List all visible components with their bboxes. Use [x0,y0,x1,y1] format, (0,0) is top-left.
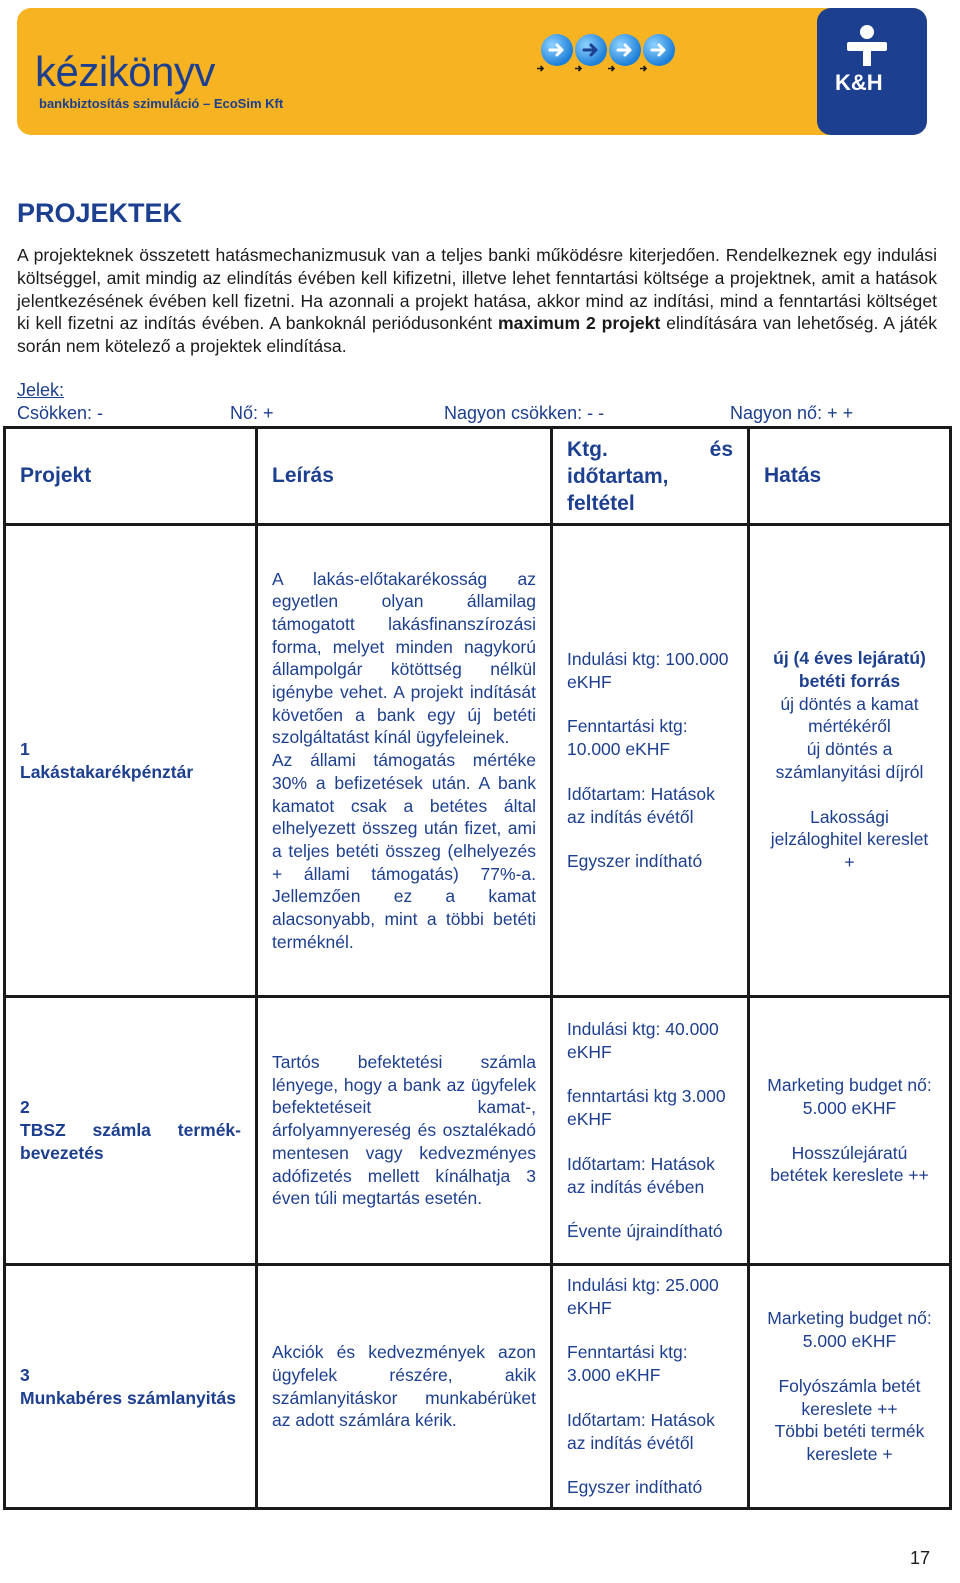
description-text: Az állami támogatás mértéke 30% a befizetések után. A bank kamatot csak a betétes által elhelyezett összeg után fizet, ami a teljes betéti összeg (elhelyezés + állami támogatás) 77%-a. Jellemzően ez a kamat alacsonyabb, mint a többi betéti terméknél. [272,750,536,952]
project-name: Munkabéres számlanyitás [20,1387,236,1408]
section-title: PROJEKTEK [17,198,183,228]
project-cell [5,1265,257,1509]
cost-condition: Egyszer indítható [567,1477,703,1498]
bullet-arrow-icon [607,64,616,73]
project-name: Lakástakarékpénztár [20,761,194,782]
description-cell [257,1265,552,1509]
effect-item: Marketing budget nő: 5.000 eKHF [767,1308,932,1352]
arrow-right-icon[interactable] [541,34,573,66]
description-text: A lakás-előtakarékosság az egyetlen olyan államilag támogatott lakásfinanszírozási forma, melyet minden nagykorú állampolgár kötöttség nélkül igénybe vehet. A projekt indítását követően a bank egy új betéti szolgáltatást kínál ügyfeleinek. [272,568,536,748]
effect-item: Marketing budget nő: 5.000 eKHF [767,1075,932,1118]
effect-item: Folyószámla betét kereslete ++ [778,1375,921,1419]
column-header-effect: Hatás [749,428,951,525]
table-row [5,525,951,997]
legend-title: Jelek: [17,380,65,400]
cost-maintenance: Fenntartási ktg: 3.000 eKHF [567,1342,688,1386]
effect-main: új (4 éves lejáratú) betéti forrás [773,648,926,692]
table-row [5,997,951,1265]
table-header-row [5,428,951,525]
arrow-right-icon[interactable] [575,34,607,66]
cost-maintenance: Fenntartási ktg: 10.000 eKHF [567,716,688,760]
cost-cell [552,997,749,1265]
description-text: Tartós befektetési számla lényege, hogy a bank az ügyfelek befektetéseit kamat-, árfolyamnyereség és osztalékadó mentesen vagy kedvezményes adófizetés mellett kínálhatja 3 éven túli megtartás esetén. [272,1052,536,1209]
cost-initial: Indulási ktg: 100.000 eKHF [567,649,729,692]
effect-item: új döntés a kamat mértékéről [780,693,919,737]
cost-cell [552,525,749,997]
cost-initial: Indulási ktg: 40.000 eKHF [567,1019,719,1062]
column-header-cost: Ktg. és időtartam, feltétel [552,428,749,525]
project-name: TBSZ számla termék-bevezetés [20,1120,241,1163]
manual-subtitle: bankbiztosítás szimuláció – EcoSim Kft [39,96,284,111]
column-header-description: Leírás [257,428,552,525]
projects-table [3,426,952,1510]
table-row [5,1265,951,1509]
cost-cell [552,1265,749,1509]
description-cell [257,997,552,1265]
cost-maintenance: fenntartási ktg 3.000 eKHF [567,1086,726,1130]
project-number: 3 [20,1364,30,1385]
cost-duration: Időtartam: Hatások az indítás évétől [567,783,715,827]
intro-text: A projekteknek összetett hatásmechanizmusuk van a teljes banki működésre kiterjedően. Rendelkeznek egy indulási költséggel, amit mindig az elindítás évében kell kifizetni, illetve lehet fenntartási költsége a projektnek, amit a hatások jelentkezésének évében kell fizetni. Ha azonnali a projekt hatása, akkor mind az indítási, mind a fenntartási költséget ki kell fizetni az indítás évében. A bankoknál periódusonként [17,245,937,334]
effect-item: Többi betéti termék kereslete + [774,1421,925,1464]
intro-text-end: elindítására van lehetőség. A játék során nem kötelező a projektek elindítása. [17,313,938,357]
bullet-arrow-icon [536,64,545,73]
page-number: 17 [910,1548,931,1568]
project-number: 2 [20,1097,30,1118]
effect-cell [749,525,951,997]
manual-title: kézikönyv [35,48,215,95]
legend-item-decrease: Csökken: - [17,403,104,423]
cost-condition: Évente újraindítható [567,1221,723,1242]
arrow-right-icon[interactable] [643,34,675,66]
cost-initial: Indulási ktg: 25.000 eKHF [567,1275,719,1318]
legend-item-strong-decrease: Nagyon csökken: - - [444,403,605,423]
bullet-arrow-icon [639,64,648,73]
arrow-right-icon[interactable] [609,34,641,66]
description-text: Akciók és kedvezmények azon ügyfelek részére, akik számlanyitáskor munkabérüket az adott számlára kérik. [272,1342,536,1431]
legend-item-strong-increase: Nagyon nő: + + [730,403,854,423]
nav-icons [527,34,697,78]
cost-duration: Időtartam: Hatások az indítás évétől [567,1409,715,1453]
legend-item-increase: Nő: + [230,403,274,423]
intro-paragraph [17,244,937,358]
effect-item: Lakossági jelzáloghitel kereslet + [770,806,929,872]
cost-duration: Időtartam: Hatások az indítás évében [567,1153,715,1197]
header-banner [17,8,927,135]
column-header-project: Projekt [5,428,257,525]
project-number: 1 [20,738,30,759]
intro-emphasis: maximum 2 projekt [498,313,661,334]
effect-item: Hosszúlejáratú betétek kereslete ++ [770,1142,929,1186]
effect-cell [749,1265,951,1509]
description-cell [257,525,552,997]
cost-condition: Egyszer indítható [567,851,703,872]
logo-text: K&H [835,70,883,95]
effect-item: új döntés a számlanyitási díjról [775,739,924,782]
project-cell [5,525,257,997]
effect-cell [749,997,951,1265]
project-cell [5,997,257,1265]
bullet-arrow-icon [574,64,583,73]
